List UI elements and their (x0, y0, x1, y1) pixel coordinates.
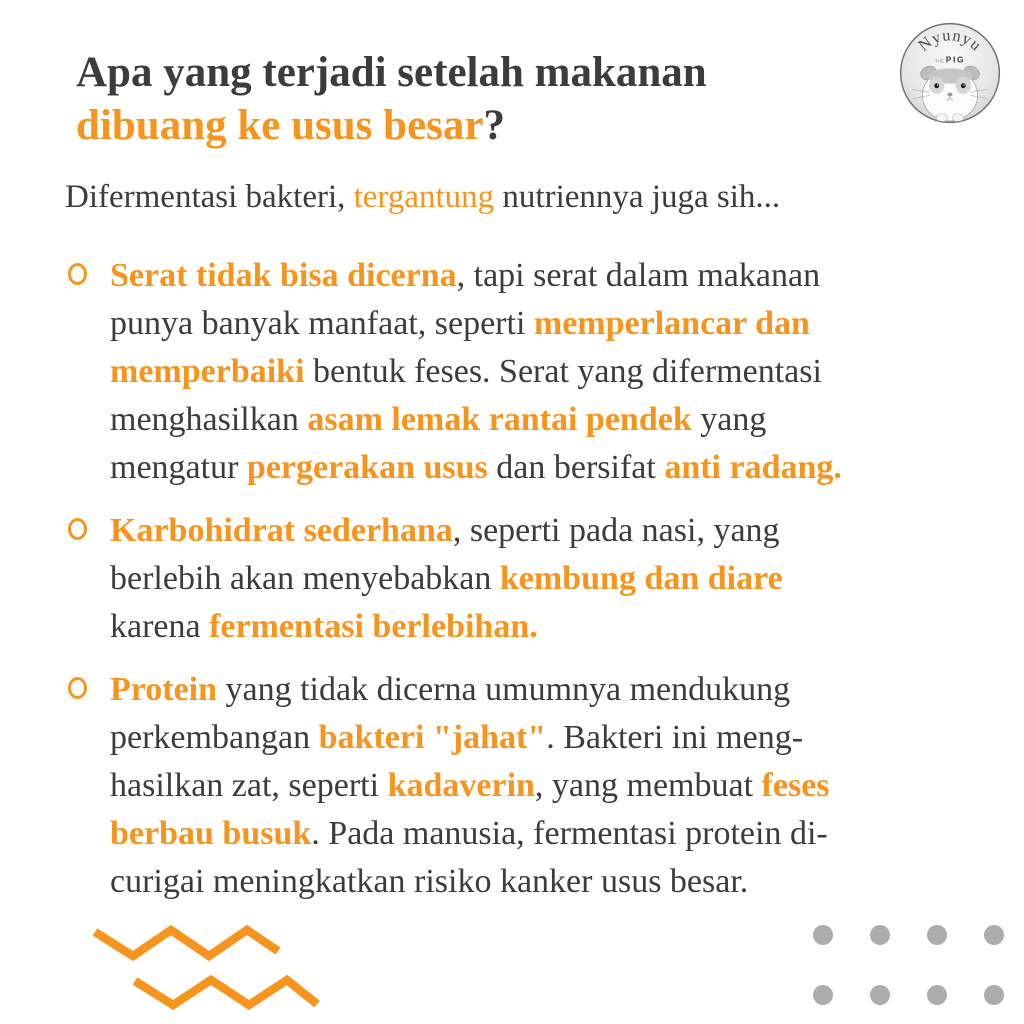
text-segment: hasilkan zat, seperti (110, 767, 388, 804)
text-segment: Difermentasi bakteri, (65, 179, 354, 215)
highlight-segment: tergantung (353, 179, 495, 215)
text-segment: mengatur (110, 449, 247, 486)
dot-icon (870, 925, 890, 945)
title-line1: Apa yang terjadi setelah makanan (76, 49, 707, 96)
highlight-segment: asam lemak rantai pendek (307, 401, 692, 438)
zigzag-line-top (95, 930, 278, 956)
text-segment: . Pada manusia, fermentasi protein di- (311, 815, 828, 852)
dots-decoration (813, 925, 1004, 1005)
text-segment: perkembangan (110, 719, 319, 756)
zigzag-line-bottom (135, 980, 317, 1005)
bullet-ring-icon (68, 263, 87, 285)
highlight-segment: fermentasi berlebihan. (209, 608, 538, 645)
highlight-segment: berbau busuk (110, 815, 312, 852)
text-segment: yang (691, 401, 767, 438)
bullet-list (68, 252, 1024, 906)
bullet-item-protein (68, 666, 1024, 906)
highlight-segment: feses (761, 767, 830, 804)
nyunyu-logo (899, 22, 1001, 124)
bullet-item-karbohidrat (68, 507, 1024, 651)
dot-icon (870, 985, 890, 1005)
highlight-segment: bakteri "jahat" (318, 719, 547, 756)
text-segment: dan bersifat (487, 449, 665, 486)
text-segment: karena (110, 608, 210, 645)
dot-icon (813, 925, 833, 945)
text-segment: , tapi serat dalam makanan (456, 257, 821, 294)
text-segment: nutriennya juga sih... (494, 179, 781, 215)
bullet-ring-icon (68, 677, 87, 699)
highlight-segment: Karbohidrat sederhana (110, 512, 453, 549)
highlight-segment: Serat tidak bisa dicerna (110, 257, 457, 294)
zigzag-decoration (85, 920, 330, 1015)
text-segment: , yang membuat (534, 767, 762, 804)
logo-name-text: Nyunyu (914, 25, 987, 55)
page-title (0, 0, 1024, 152)
bullet-item-serat (68, 252, 1024, 492)
text-segment: yang tidak dicerna umumnya mendukung (217, 671, 791, 708)
title-line2-highlight: dibuang ke usus besar (76, 102, 484, 149)
dot-icon (984, 925, 1004, 945)
text-segment: , seperti pada nasi, yang (452, 512, 780, 549)
highlight-segment: memperlancar dan (533, 305, 810, 342)
highlight-segment: kadaverin (387, 767, 535, 804)
title-question-mark: ? (483, 102, 505, 149)
text-segment: berlebih akan menyebabkan (110, 560, 500, 597)
highlight-segment: Protein (110, 671, 218, 708)
dot-icon (984, 985, 1004, 1005)
text-segment: bentuk feses. Serat yang difermentasi (304, 353, 822, 390)
logo-subname-text: THE PIG (934, 54, 966, 65)
text-segment: . Bakteri ini meng- (546, 719, 804, 756)
highlight-segment: anti radang. (664, 449, 842, 486)
text-segment: curigai meningkatkan risiko kanker usus besar. (110, 863, 749, 900)
highlight-segment: memperbaiki (110, 353, 305, 390)
subtitle (65, 179, 1024, 216)
text-segment: menghasilkan (110, 401, 308, 438)
bullet-ring-icon (68, 518, 87, 540)
dot-icon (813, 985, 833, 1005)
highlight-segment: kembung dan diare (499, 560, 783, 597)
dot-icon (927, 925, 947, 945)
highlight-segment: pergerakan usus (246, 449, 488, 486)
dot-icon (927, 985, 947, 1005)
text-segment: punya banyak manfaat, seperti (110, 305, 534, 342)
